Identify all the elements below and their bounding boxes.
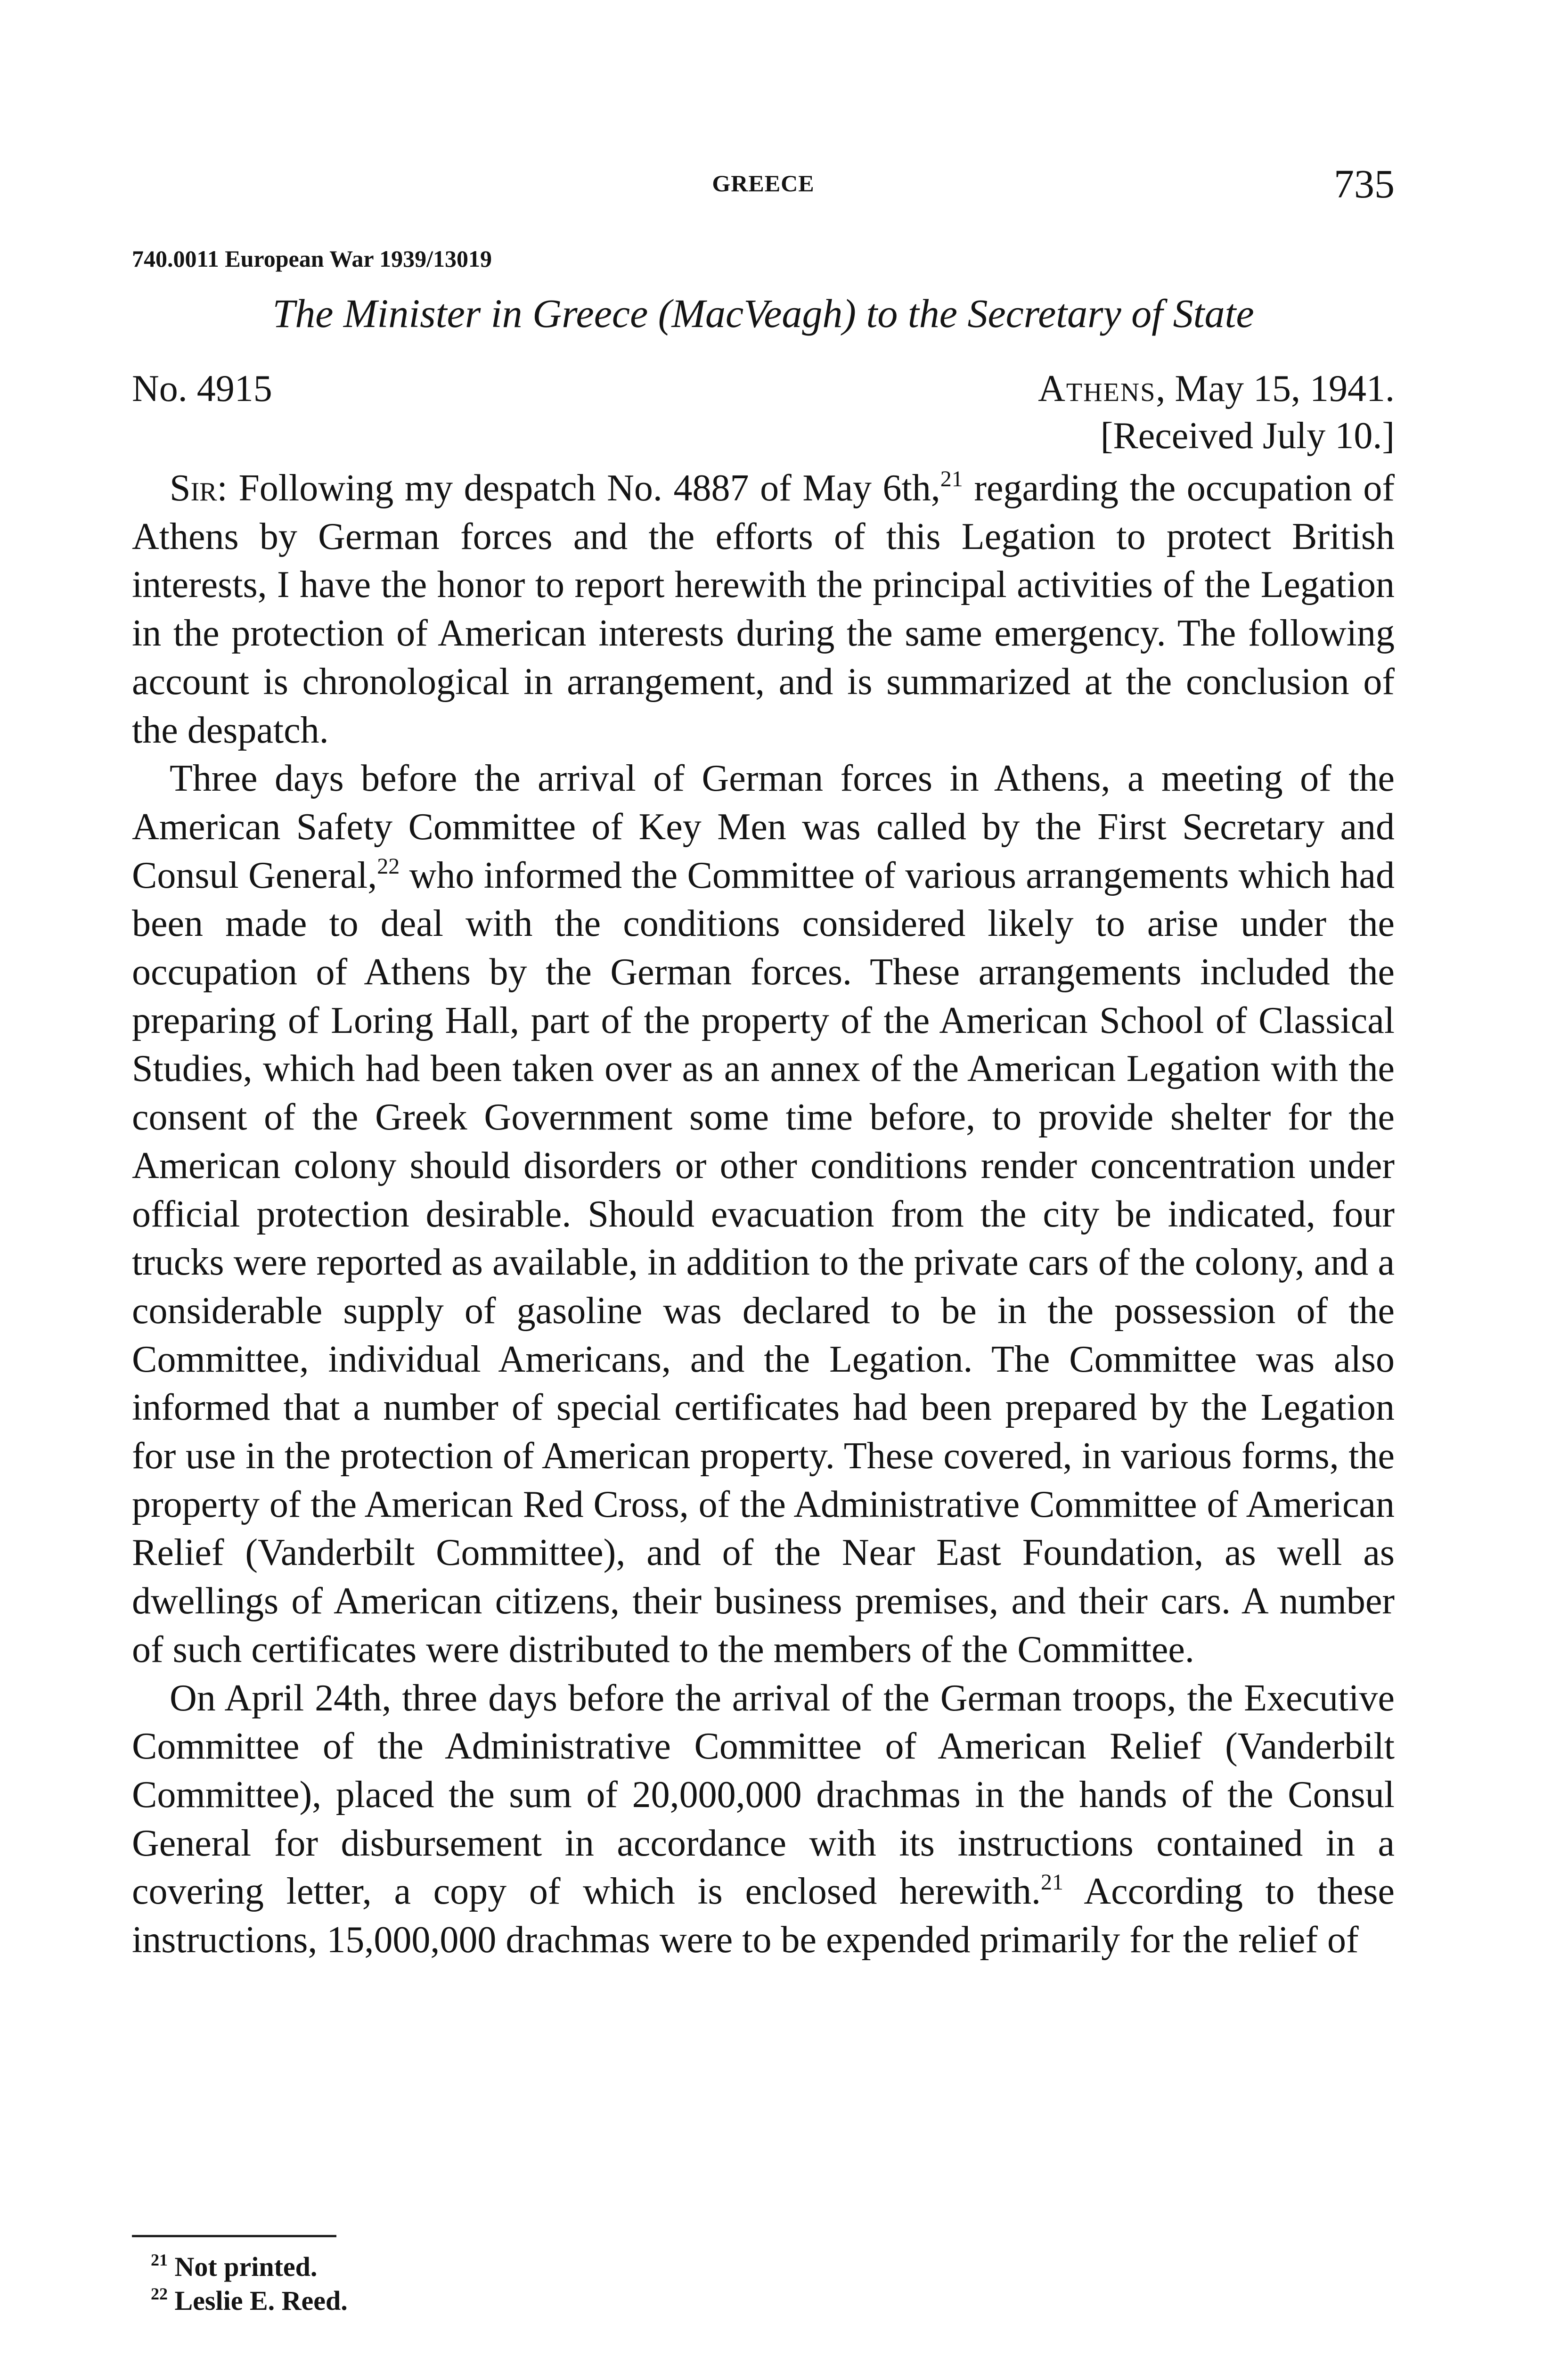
running-head bbox=[132, 160, 1395, 212]
file-number: 740.0011 European War 1939/13019 bbox=[132, 245, 492, 272]
footnote bbox=[151, 2250, 348, 2284]
paragraph bbox=[132, 754, 1395, 1674]
document-heading: The Minister in Greece (MacVeagh) to the Secretary of State bbox=[272, 291, 1254, 336]
salutation: Sir bbox=[170, 467, 217, 509]
paragraph bbox=[132, 464, 1395, 754]
footnote bbox=[151, 2284, 348, 2318]
paragraph-text: Three days before the arrival of German forces in Athens, a meeting of the American Safety Committee of Key Men was called by the First Secretary and Consul General, bbox=[132, 758, 1395, 896]
paragraph bbox=[132, 1674, 1395, 1964]
footnote-mark: 21 bbox=[151, 2250, 168, 2269]
footnote-text: Leslie E. Reed. bbox=[174, 2285, 348, 2316]
running-title: GREECE bbox=[712, 170, 815, 196]
paragraph-text: According to these instructions, 15,000,000 drachmas were to be expended primarily for the relief of bbox=[132, 1871, 1395, 1961]
paragraph-text: regarding the occupation of Athens by German forces and the efforts of this Legation to protect British interests, I have the honor to report herewith the principal activities of the Legation in the protection of American interests during the same emergency. The following account is chronological in arrangement, and is summarized at the conclusion of the despatch. bbox=[132, 467, 1395, 751]
place-date bbox=[1038, 368, 1395, 410]
despatch-number: No. 4915 bbox=[132, 368, 272, 409]
footnote-text: Not printed. bbox=[174, 2251, 318, 2282]
date: , May 15, 1941. bbox=[1156, 368, 1395, 409]
body-text bbox=[132, 464, 1395, 1964]
footnote-reference: 22 bbox=[377, 853, 400, 879]
footnote-mark: 22 bbox=[151, 2284, 168, 2303]
footnote-reference: 21 bbox=[1041, 1870, 1064, 1895]
footnote-reference: 21 bbox=[940, 466, 963, 491]
page-number: 735 bbox=[1334, 161, 1395, 206]
received-date: [Received July 10.] bbox=[1100, 415, 1395, 457]
place: Athens bbox=[1038, 368, 1156, 409]
paragraph-text: On April 24th, three days before the arrival of the German troops, the Executive Committee of the Administrative Committee of American Relief (Vanderbilt Committee), placed the sum of 20,000,000 drachmas in the hands of the Consul General for disbursement in accordance with its instructions contained in a covering letter, a copy of which is enclosed herewith. bbox=[132, 1677, 1395, 1913]
footnote-divider bbox=[132, 2235, 336, 2237]
paragraph-text: : Following my despatch No. 4887 of May 6th, bbox=[217, 467, 940, 509]
footnotes bbox=[151, 2250, 348, 2318]
paragraph-text: who informed the Committee of various arrangements which had been made to deal with the conditions considered likely to arise under the occupation of Athens by the German forces. These arrangements included the preparing of Loring Hall, part of the property of the American School of Classical Studies, which had been taken over as an annex of the American Legation with the consent of the Greek Government some time before, to provide shelter for the American colony should disorders or other conditions render concentration under official protection desirable. Should evacuation from the city be indicated, four trucks were reported as available, in addition to the private cars of the colony, and a considerable supply of gasoline was declared to be in the possession of the Committee, individual Americans, and the Legation. The Committee was also informed that a number of special certificates had been prepared by the Legation for use in the protection of American property. These covered, in various forms, the property of the American Red Cross, of the Administrative Committee of American Relief (Vanderbilt Committee), and of the Near East Foundation, as well as dwellings of American citizens, their business premises, and their cars. A number of such certificates were distributed to the members of the Committee. bbox=[132, 854, 1395, 1670]
